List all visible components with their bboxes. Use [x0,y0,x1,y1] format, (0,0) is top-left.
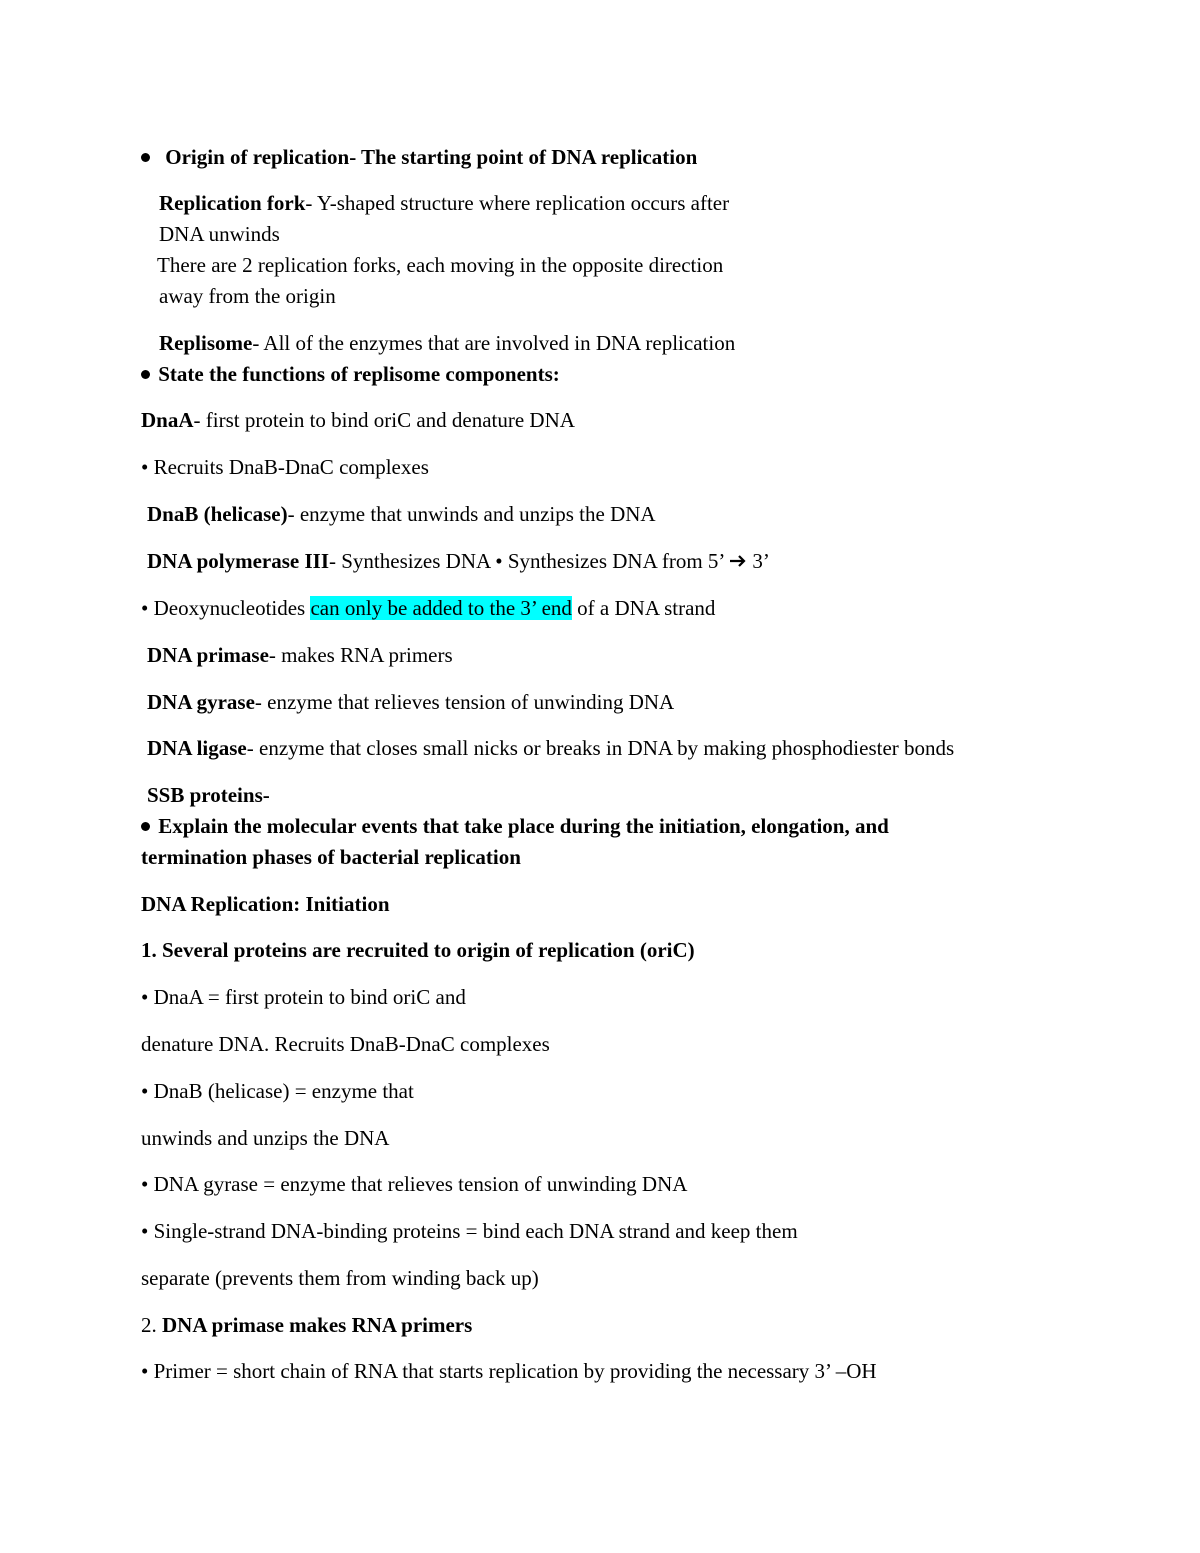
dnab-line [147,501,656,527]
dnab-def: - enzyme that unwinds and unzips the DNA [287,502,656,526]
deoxy-after: of a DNA strand [571,596,716,620]
bullet-ssb-cont: separate (prevents them from winding back up) [141,1266,539,1290]
bullet-dnab-cont: unwinds and unzips the DNA [141,1126,390,1150]
explain-heading-2: termination phases of bacterial replication [141,845,521,869]
deoxy-before: • Deoxynucleotides [141,596,311,620]
dnab-term: DnaB (helicase) [147,502,288,526]
step1-heading: 1. Several proteins are recruited to origin of replication (oriC) [141,938,695,962]
bullet-gyrase: • DNA gyrase = enzyme that relieves tension of unwinding DNA [141,1172,688,1196]
step1-line [141,937,695,963]
origin-line [141,144,697,170]
explain-line-1 [141,813,889,839]
ligase-def: - enzyme that closes small nicks or breaks in DNA by making phosphodiester bonds [246,736,955,760]
dnaa-term: DnaA [141,408,194,432]
replisome-line [159,330,735,356]
dnaa-line [141,407,575,433]
gyrase-def: - enzyme that relieves tension of unwinding DNA [254,690,675,714]
step2-number: 2. [141,1313,162,1337]
primase-def: - makes RNA primers [268,643,453,667]
primase-term: DNA primase [147,643,269,667]
bullet-ssb: • Single-strand DNA-binding proteins = bind each DNA strand and keep them [141,1219,798,1243]
ssb-line [147,782,270,808]
state-heading: State the functions of replisome components: [158,362,560,386]
origin-term: Origin of replication [165,145,350,169]
right-arrow-icon [729,554,747,568]
explain-heading-1: Explain the molecular events that take place during the initiation, elongation, and [158,814,889,838]
bullet-icon [141,822,150,831]
deoxy-line [141,595,715,621]
fork-line-2: DNA unwinds [159,222,280,246]
gyrase-term: DNA gyrase [147,690,255,714]
bullet-dnaa: • DnaA = first protein to bind oriC and [141,985,466,1009]
fork-line-4: away from the origin [159,284,336,308]
pol3-def-end: 3’ [747,549,770,573]
gyrase-line [147,689,674,715]
bullet-icon [141,153,150,162]
replisome-def: - All of the enzymes that are involved in DNA replication [252,331,736,355]
ligase-term: DNA ligase [147,736,247,760]
fork-line [159,190,729,216]
primase-line [147,642,453,668]
step2-heading: DNA primase makes RNA primers [162,1313,473,1337]
fork-term: Replication fork [159,191,306,215]
explain-line-2 [141,844,521,870]
pol3-line [147,548,770,574]
bullet-dnaa-cont: denature DNA. Recruits DnaB-DnaC complexes [141,1032,550,1056]
init-heading: DNA Replication: Initiation [141,892,390,916]
fork-line-3: There are 2 replication forks, each moving in the opposite direction [157,253,724,277]
bullet-icon [141,370,150,379]
recruits-line: • Recruits DnaB-DnaC complexes [141,455,429,479]
bullet-primer: • Primer = short chain of RNA that starts replication by providing the necessary 3’ –OH [141,1359,877,1383]
step2-line [141,1312,472,1338]
deoxy-highlight: can only be added to the 3’ end [310,596,572,620]
init-heading-line [141,891,390,917]
replisome-term: Replisome [159,331,253,355]
fork-def: - Y-shaped structure where replication occurs after [305,191,730,215]
state-heading-line [141,361,560,387]
ligase-line [147,735,954,761]
bullet-dnab: • DnaB (helicase) = enzyme that [141,1079,414,1103]
dnaa-def: - first protein to bind oriC and denature DNA [193,408,575,432]
pol3-def: - Synthesizes DNA • Synthesizes DNA from 5’ [329,549,730,573]
pol3-term: DNA polymerase III [147,549,329,573]
ssb-term: SSB proteins- [147,783,270,807]
origin-def: - The starting point of DNA replication [349,145,698,169]
